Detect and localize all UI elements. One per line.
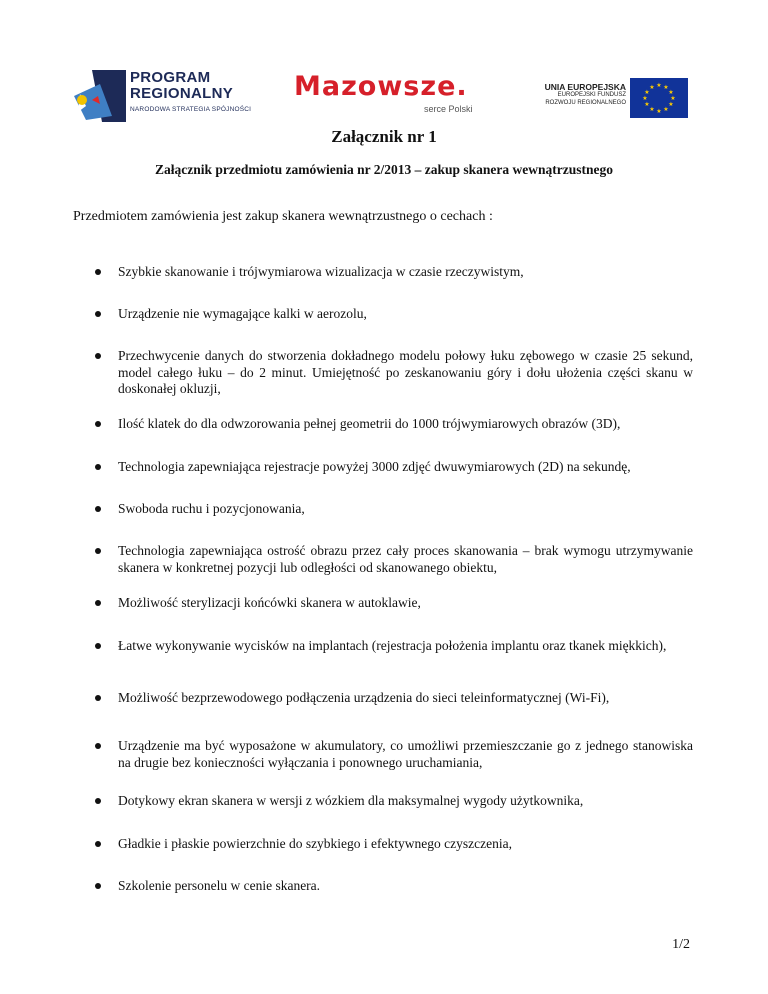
list-item [95,459,693,476]
list-item [95,638,693,655]
bullet-icon [95,548,101,554]
list-item-text: Ilość klatek do dla odwzorowania pełnej geometrii do 1000 trójwymiarowych obrazów (3D), [118,416,621,431]
bullet-icon [95,798,101,804]
list-item [95,348,693,398]
program-regionalny-logo [72,66,272,126]
list-item [95,501,693,518]
mazowsze-tagline: serce Polski [424,104,473,114]
list-item [95,836,693,853]
bullet-icon [95,353,101,359]
list-item-text: Technologia zapewniająca ostrość obrazu przez cały proces skanowania – brak wymogu utrzymywanie skanera w konkretnej pozycji lub odległości od skanowanego obiektu, [118,543,693,575]
ue-line3: ROZWOJU REGIONALNEGO [545,99,626,106]
svg-text:★: ★ [670,95,676,102]
document-title: Załącznik nr 1 [331,127,437,146]
bullet-icon [95,464,101,470]
list-item-text: Przechwycenie danych do stworzenia dokładnego modelu połowy łuku zębowego w czasie 25 sekund, model całego łuku – do 2 minut. Umiejętność po zeskanowaniu góry i dołu ułożenia części skanu w doskonałej okluzji, [118,348,693,396]
svg-text:★: ★ [642,95,648,102]
svg-text:★: ★ [644,89,650,96]
svg-text:★: ★ [668,101,674,108]
program-regionalny-emblem [72,66,128,126]
list-item [95,595,693,612]
bullet-icon [95,506,101,512]
bullet-icon [95,743,101,749]
svg-text:★: ★ [656,82,662,89]
document-subtitle: Załącznik przedmiotu zamówienia nr 2/2013 – zakup skanera wewnątrzustnego [155,162,613,177]
logo-program-line2: REGIONALNY [130,85,234,102]
svg-text:★: ★ [649,84,655,91]
list-item [95,793,693,810]
svg-text:★: ★ [644,101,650,108]
intro-text: Przedmiotem zamówienia jest zakup skanera wewnątrzustnego o cechach : [73,209,493,224]
svg-text:★: ★ [668,89,674,96]
list-item-text: Możliwość sterylizacji końcówki skanera w autoklawie, [118,595,421,610]
svg-text:★: ★ [663,106,669,113]
bullet-icon [95,695,101,701]
logo-program-line3: NARODOWA STRATEGIA SPÓJNOŚCI [130,106,252,113]
list-item-text: Szybkie skanowanie i trójwymiarowa wizualizacja w czasie rzeczywistym, [118,264,524,279]
mazowsze-wordmark: Mazowsze. [294,71,468,102]
svg-text:★: ★ [649,106,655,113]
bullet-icon [95,311,101,317]
bullet-icon [95,600,101,606]
list-item-text: Łatwe wykonywanie wycisków na implantach (rejestracja położenia implantu oraz tkanek miękkich), [118,638,667,653]
ue-logo [518,72,692,120]
svg-text:★: ★ [656,108,662,115]
list-item [95,416,693,433]
logo-program-line1: PROGRAM [130,69,211,86]
list-item [95,738,693,771]
list-item-text: Możliwość bezprzewodowego podłączenia urządzenia do sieci teleinformatycznej (Wi-Fi), [118,690,610,705]
page-number: 1/2 [672,937,690,952]
list-item-text: Urządzenie ma być wyposażone w akumulatory, co umożliwi przemieszczanie go z jednego stanowiska na drugie bez konieczności wyłączania i ponownego uruchamiania, [118,738,693,770]
bullet-icon [95,841,101,847]
list-item [95,690,693,707]
mazowsze-logo [294,72,494,122]
bullet-icon [95,269,101,275]
list-item [95,878,693,895]
list-item-text: Gładkie i płaskie powierzchnie do szybkiego i efektywnego czyszczenia, [118,836,512,851]
list-item-text: Dotykowy ekran skanera w wersji z wózkiem dla maksymalnej wygody użytkownika, [118,793,584,808]
header-logos [72,66,692,126]
list-item [95,306,693,323]
list-item-text: Technologia zapewniająca rejestracje powyżej 3000 zdjęć dwuwymiarowych (2D) na sekundę, [118,459,631,474]
eu-flag-icon [630,78,688,118]
bullet-icon [95,883,101,889]
svg-text:★: ★ [663,84,669,91]
list-item-text: Urządzenie nie wymagające kalki w aerozolu, [118,306,367,321]
list-item-text: Szkolenie personelu w cenie skanera. [118,878,321,893]
bullet-icon [95,421,101,427]
list-item [95,543,693,576]
ue-line2: EUROPEJSKI FUNDUSZ [557,92,626,98]
list-item-text: Swoboda ruchu i pozycjonowania, [118,501,305,516]
bullet-icon [95,643,101,649]
ue-text [518,82,626,107]
eu-stars-icon [630,78,688,118]
ue-line1: UNIA EUROPEJSKA [544,82,626,92]
list-item [95,264,693,281]
program-regionalny-text [130,70,251,113]
